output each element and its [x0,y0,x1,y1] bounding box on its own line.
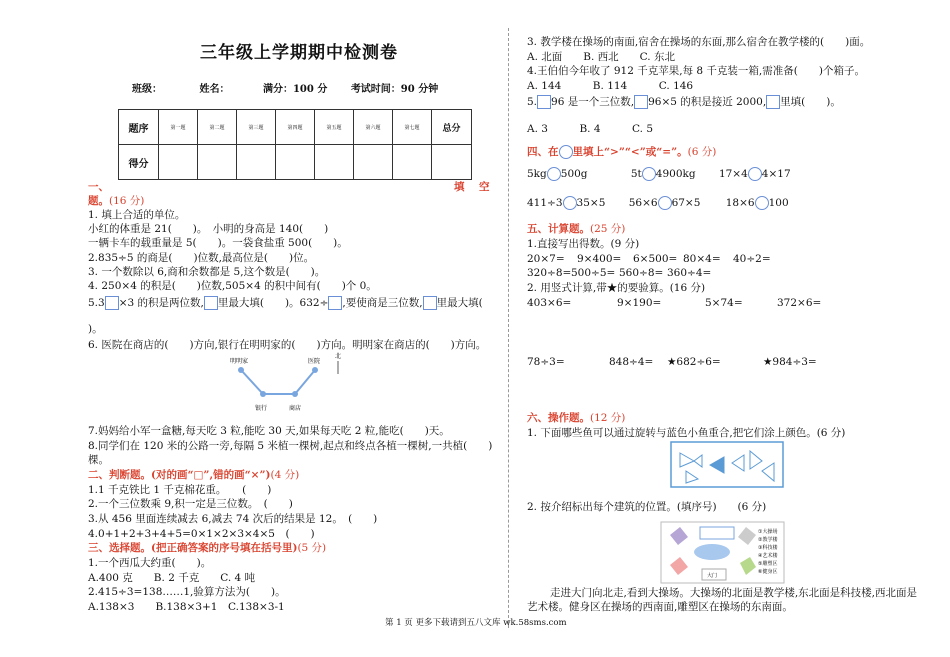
cmp-left: 17×4 [718,168,748,180]
legend-1: ①大操场 [758,529,778,535]
score-col-5: 第五题 [315,110,354,145]
calc-item: 78÷3= [527,356,565,368]
section-1-suffix: 题。 [88,195,109,207]
map-label-store: 商店 [289,405,302,412]
judge-1: 1.1 千克铁比 1 千克棉花重。 ( ) [88,484,272,496]
map-description-2: 艺术楼。健身区在操场的西南面,雕塑区在操场的东南面。 [527,601,793,613]
calc-item: 560÷8= [619,267,664,279]
choice-5-options: A. 3 B. 4 C. 5 [527,123,654,135]
judge-4: 4.0+1+2+3+4+5=0×1×2×3×4×5 ( ) [88,528,315,540]
q5-part-c: 里最大填( )。632÷ [217,297,329,309]
compare-row-1 [527,167,791,181]
cmp-right: 100 [768,197,789,209]
score-col-7: 第七题 [393,110,432,145]
cmp-left: 5kg [527,168,547,180]
score-cell[interactable] [159,145,198,180]
calc-item: 20×7= [527,253,565,265]
calc-item: 320÷8= [527,267,572,279]
map-point-home [238,367,244,373]
legend-6: ⑥健身区 [758,569,778,575]
vertical-calc-row-1 [527,296,821,310]
compare-circle[interactable] [755,196,769,210]
blank-box[interactable] [105,296,119,310]
section-4-points: (6 分) [687,146,717,158]
compare-circle[interactable] [563,196,577,210]
choice-5 [527,95,841,109]
choice-2: 2.415÷3=138……1,验算方法为( )。 [88,586,286,598]
c5-part-c: 96×5 的积是接近 2000, [648,96,767,108]
score-cell[interactable] [276,145,315,180]
blank-box[interactable] [634,95,648,109]
cmp-left: 18×6 [725,197,755,209]
score-row-label: 得分 [119,145,159,180]
class-label: 班级： [132,84,162,95]
operation-1: 1. 下面哪些鱼可以通过旋转与蓝色小鱼重合,把它们涂上颜色。(6 分) [527,427,846,439]
cmp-right: 35×5 [576,197,606,209]
score-col-3: 第三题 [237,110,276,145]
exam-time: 考试时间：90 分钟 [350,84,439,95]
calc-item: 80×4= [683,253,721,265]
legend-3: ③科技楼 [758,545,778,551]
calc-item: 9×190= [617,297,662,309]
map-label-home: 明明家 [230,358,249,365]
score-col-1: 第一题 [159,110,198,145]
cmp-right: 4900kg [655,168,696,180]
cmp-left: 56×6 [628,197,658,209]
c5-part-d: 里填( )。 [780,96,841,108]
calc-row-1 [527,252,771,266]
section-2-title: 二、判断题。(对的画“□”,错的画“×”) [88,469,271,481]
full-score: 满分：100 分 [262,84,328,95]
blank-box[interactable] [423,296,437,310]
map-description-1: 走进大门向北走,看到大操场。大操场的北面是教学楼,东北面是科技楼,西北面是 [550,587,918,599]
choice-4: 4.王伯伯今年收了 912 千克苹果,每 8 千克装一箱,需准备( )个箱子。 [527,65,865,77]
calc-item: 848÷4= [609,356,654,368]
choice-3: 3. 教学楼在操场的南面,宿舍在操场的东面,那么宿舍在教学楼的( )面。 [527,36,871,48]
choice-3-options: A. 北面 B. 西北 C. 东北 [527,51,675,63]
cmp-right: 67×5 [671,197,701,209]
score-table-header: 题序 [119,110,159,145]
compare-circle[interactable] [642,167,656,181]
score-cell[interactable] [237,145,276,180]
score-col-2: 第二题 [198,110,237,145]
map-label-north: 北 [335,353,342,360]
circle-icon [559,145,573,159]
q1a: 小红的体重是 21( )。 小明的身高是 140( ) [88,223,329,235]
calc-item: 40÷2= [733,253,771,265]
section-6-title: 六、操作题。 [527,412,590,424]
blank-box[interactable] [328,296,342,310]
q8b: 棵。 [88,454,109,466]
column-divider [508,28,510,628]
score-cell[interactable] [315,145,354,180]
operation-2: 2. 按介绍标出每个建筑的位置。(填序号) (6 分) [527,501,767,513]
judge-2: 2.一个三位数乘 9,积一定是三位数。 ( ) [88,498,293,510]
calc-2-title: 2. 用竖式计算,带★的要验算。(16 分) [527,282,706,294]
q3: 3. 一个数除以 6,商和余数都是 5,这个数是( )。 [88,266,326,278]
school-map [660,521,785,584]
calc-item: ★984÷3= [763,356,817,368]
legend-2: ②教学楼 [758,537,778,543]
c5-part-a: 5. [527,96,538,108]
map-label-hospital: 医院 [308,358,321,365]
q1b: 一辆卡车的载重量是 5( )。一袋食盐重 500( )。 [88,237,348,249]
blank-box[interactable] [204,296,218,310]
vertical-calc-row-2 [527,355,817,369]
q6: 6. 医院在商店的( )方向,银行在明明家的( )方向。明明家在商店的( )方向。 [88,339,487,351]
q5-part-d: ,要使商是三位数, [342,297,423,309]
calc-item: 5×74= [705,297,743,309]
compare-circle[interactable] [547,167,561,181]
q5 [88,296,483,310]
direction-map [225,352,355,414]
calc-row-2 [527,266,711,280]
q8a: 8.同学们在 120 米的公路一旁,每隔 5 米植一棵树,起点和终点各植一棵树,一共植( ) [88,440,493,452]
map-point-bank [260,391,266,397]
section-1-number: 一、 [88,181,109,193]
calc-item: 372×6= [777,297,822,309]
choice-2-options: A.138×3 B.138×3+1 C.138×3-1 [88,601,285,613]
legend-4: ④艺术楼 [758,553,778,559]
score-cell[interactable] [393,145,432,180]
name-label: 姓名： [199,84,230,95]
calc-item: 9×400= [577,253,622,265]
cmp-left: 411÷3 [527,197,563,209]
q5-end: )。 [88,323,103,335]
score-col-6: 第六题 [354,110,393,145]
section-5-points: (25 分) [590,223,626,235]
cmp-right: 4×17 [761,168,791,180]
q2: 2.835÷5 的商是( )位数,最高位是( )位。 [88,252,315,264]
calc-item: 403×6= [527,297,572,309]
q5-part-e: 里最大填( [436,297,483,309]
map-path [241,370,315,394]
map-label-bank: 银行 [255,405,268,412]
blank-box[interactable] [537,95,551,109]
choice-1-options: A.400 克 B. 2 千克 C. 4 吨 [88,572,256,584]
score-table [118,109,472,180]
gate-label: 大门 [707,573,718,579]
q5-part-a: 5.3 [88,297,105,309]
legend-5: ⑤雕塑区 [758,561,778,567]
calc-item: 360÷4= [667,267,712,279]
blank-box[interactable] [766,95,780,109]
section-4-b: 里填上“>”“<”或“=”。 [572,146,688,158]
cmp-left: 5t [630,168,642,180]
map-point-hospital [312,367,318,373]
compare-circle[interactable] [748,167,762,181]
calc-1-title: 1.直接写出得数。(9 分) [527,238,640,250]
score-cell[interactable] [354,145,393,180]
section-4-a: 四、在 [527,146,559,158]
calc-item: 6×500= [633,253,678,265]
compare-row-2 [527,196,789,210]
section-2-points: (4 分) [270,469,300,481]
section-3-points: (5 分) [297,542,327,554]
q4: 4. 250×4 的积是( )位数,505×4 的积中间有( )个 0。 [88,280,377,292]
fish-rotation-figure [670,441,784,488]
cmp-right: 500g [560,168,588,180]
map-point-store [292,391,298,397]
exam-info [132,80,458,95]
section-6-points: (12 分) [590,412,626,424]
calc-item: ★682÷6= [667,356,721,368]
section-5-title: 五、计算题。 [527,223,590,235]
map-block-n [700,527,734,539]
page-footer: 第 1 页 更多下载请到五八文库 wk.58sms.com [385,618,567,628]
score-cell[interactable] [432,145,472,180]
score-total: 总分 [432,110,472,145]
playground [694,544,730,560]
section-3-title: 三、选择题。(把正确答案的序号填在括号里) [88,542,298,554]
choice-1: 1.一个西瓜大约重( )。 [88,557,212,569]
fish-frame [671,442,783,487]
compare-circle[interactable] [658,196,672,210]
calc-item: 500÷5= [571,267,616,279]
q1: 1. 填上合适的单位。 [88,209,186,221]
score-cell[interactable] [198,145,237,180]
choice-4-options: A. 144 B. 114 C. 146 [527,80,694,92]
judge-3: 3.从 456 里面连续减去 6,减去 74 次后的结果是 12。 ( ) [88,513,378,525]
q7: 7.妈妈给小军一盒糖,每天吃 3 粒,能吃 30 天,如果每天吃 2 粒,能吃( )天。 [88,425,450,437]
section-1-title: 填 空 [454,181,492,193]
section-1-points: (16 分) [109,195,145,207]
c5-part-b: 96 是一个三位数, [551,96,635,108]
score-col-4: 第四题 [276,110,315,145]
q5-part-b: ×3 的积是两位数, [118,297,204,309]
page-title: 三年级上学期期中检测卷 [200,43,398,63]
